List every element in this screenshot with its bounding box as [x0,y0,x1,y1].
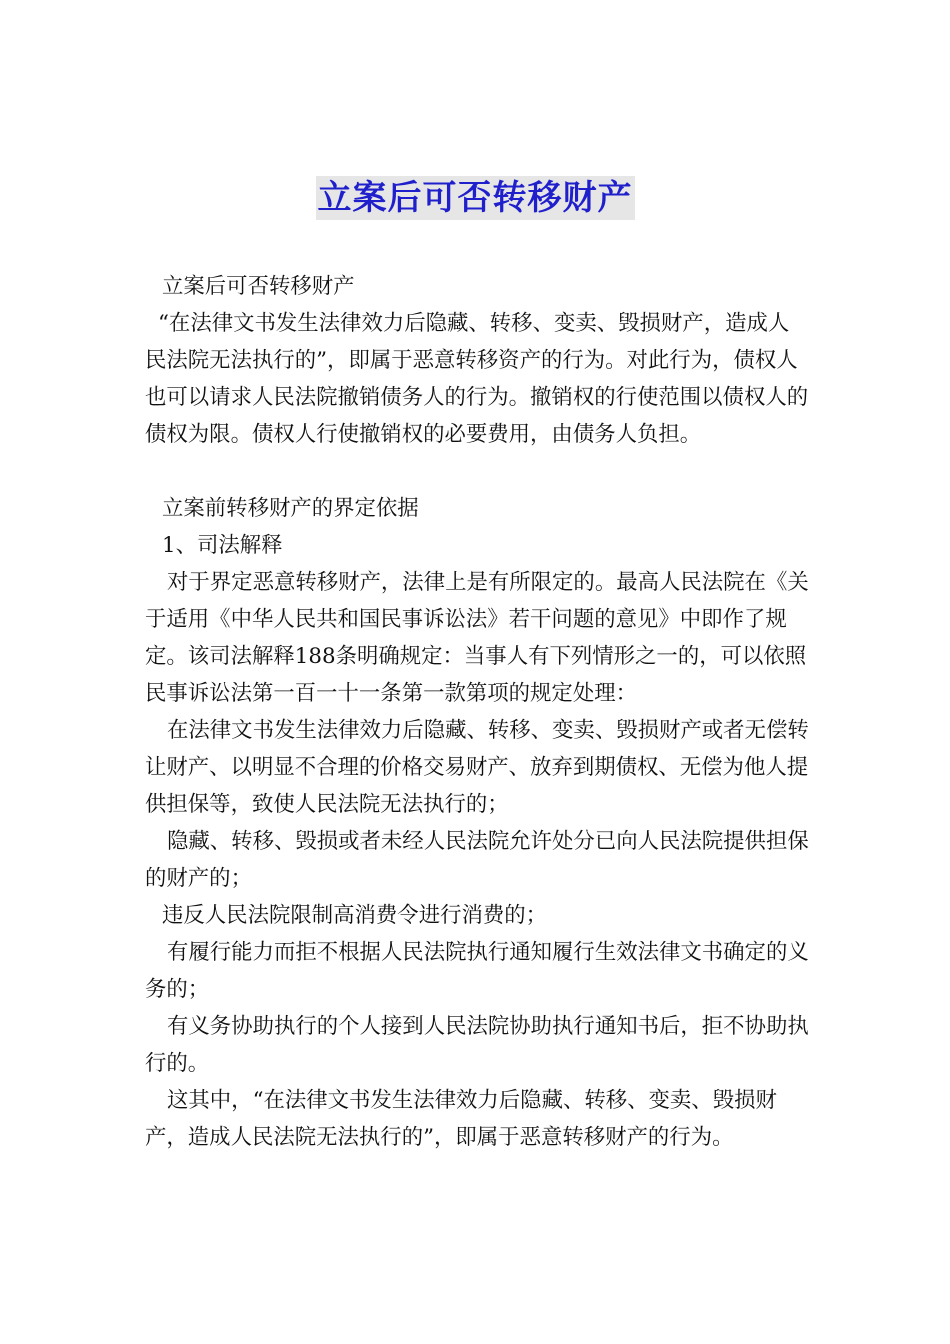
list-item: 违反人民法院限制高消费令进行消费的； [162,903,548,928]
document-body [145,268,810,1156]
document-title: 立案后可否转移财产 [317,178,633,218]
section-heading-2: 立案前转移财产的界定依据 [162,496,419,521]
paragraph-3: 这其中，“在法律文书发生法律效力后隐藏、转移、变卖、毁损财产，造成人民法院无法执行的”，即属于恶意转移财产的行为。 [145,1088,777,1150]
list-item: 隐藏、转移、毁损或者未经人民法院允许处分已向人民法院提供担保的财产的； [145,829,809,891]
title-container [0,176,950,220]
list-item: 有履行能力而拒不根据人民法院执行通知履行生效法律文书确定的义务的； [145,940,809,1002]
paragraph-2: 对于界定恶意转移财产，法律上是有所限定的。最高人民法院在《关于适用《中华人民共和国民事诉讼法》若干问题的意见》中即作了规定。该司法解释188条明确规定：当事人有下列情形之一的，可以依照民事诉讼法第一百一十一条第一款第项的规定处理： [145,570,809,706]
section-heading-1: 立案后可否转移财产 [162,274,355,299]
subsection-heading: 1、司法解释 [162,533,283,558]
list-item: 在法律文书发生法律效力后隐藏、转移、变卖、毁损财产或者无偿转让财产、以明显不合理的价格交易财产、放弃到期债权、无偿为他人提供担保等，致使人民法院无法执行的； [145,718,809,817]
list-item: 有义务协助执行的个人接到人民法院协助执行通知书后，拒不协助执行的。 [145,1014,809,1076]
paragraph-gap [145,453,810,490]
paragraph-1: “在法律文书发生法律效力后隐藏、转移、变卖、毁损财产，造成人民法院无法执行的”，即属于恶意转移资产的行为。对此行为，债权人也可以请求人民法院撤销债务人的行为。撤销权的行使范围以债权人的债权为限。债权人行使撤销权的必要费用，由债务人负担。 [145,311,809,447]
